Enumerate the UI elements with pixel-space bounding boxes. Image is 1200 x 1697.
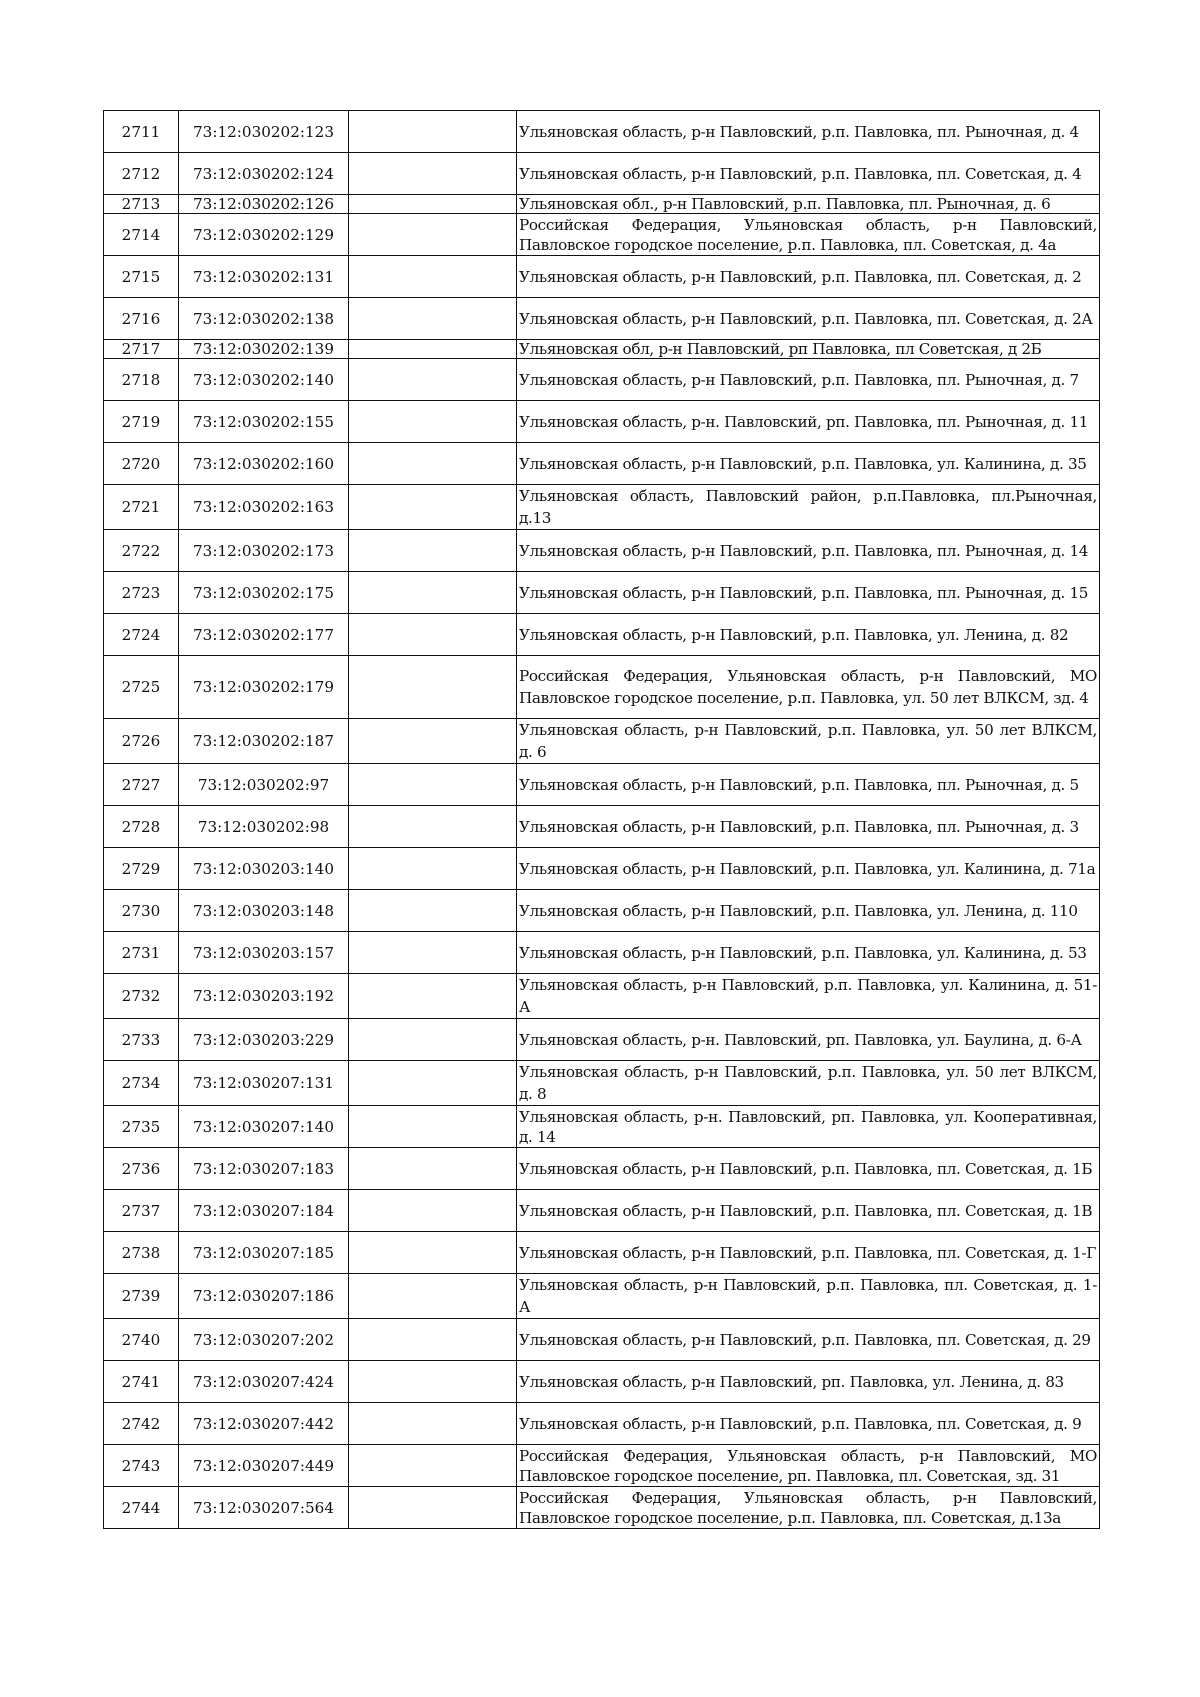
- empty-cell: [349, 1319, 517, 1361]
- table-row: [104, 974, 1100, 1019]
- address: Ульяновская область, р-н Павловский, р.п. Павловка, пл. Рыночная, д. 5: [517, 764, 1100, 806]
- address: Ульяновская область, р-н Павловский, р.п. Павловка, пл. Советская, д. 1-Г: [517, 1232, 1100, 1274]
- row-number: 2742: [104, 1403, 179, 1445]
- cadastral-number: 73:12:030207:424: [179, 1361, 349, 1403]
- address: Ульяновская область, р-н Павловский, р.п. Павловка, пл. Рыночная, д. 4: [517, 111, 1100, 153]
- table-row: [104, 111, 1100, 153]
- empty-cell: [349, 443, 517, 485]
- row-number: 2729: [104, 848, 179, 890]
- empty-cell: [349, 719, 517, 764]
- empty-cell: [349, 974, 517, 1019]
- cadastral-number: 73:12:030207:186: [179, 1274, 349, 1319]
- cadastral-number: 73:12:030203:157: [179, 932, 349, 974]
- row-number: 2740: [104, 1319, 179, 1361]
- cadastral-number: 73:12:030202:97: [179, 764, 349, 806]
- empty-cell: [349, 572, 517, 614]
- address: Российская Федерация, Ульяновская область, р-н Павловский, МО Павловское городское поселение, рп. Павловка, пл. Советская, зд. 31: [517, 1445, 1100, 1487]
- empty-cell: [349, 1019, 517, 1061]
- table-row: [104, 1019, 1100, 1061]
- empty-cell: [349, 401, 517, 443]
- row-number: 2743: [104, 1445, 179, 1487]
- table-row: [104, 614, 1100, 656]
- table-row: [104, 1232, 1100, 1274]
- row-number: 2726: [104, 719, 179, 764]
- address: Ульяновская область, р-н Павловский, р.п. Павловка, пл. Рыночная, д. 3: [517, 806, 1100, 848]
- cadastral-number: 73:12:030202:160: [179, 443, 349, 485]
- table-row: [104, 1487, 1100, 1529]
- row-number: 2721: [104, 485, 179, 530]
- row-number: 2717: [104, 340, 179, 359]
- address: Ульяновская область, р-н Павловский, р.п. Павловка, ул. 50 лет ВЛКСМ, д. 6: [517, 719, 1100, 764]
- empty-cell: [349, 214, 517, 256]
- row-number: 2738: [104, 1232, 179, 1274]
- table-row: [104, 485, 1100, 530]
- address: Ульяновская область, р-н Павловский, р.п. Павловка, пл. Советская, д. 29: [517, 1319, 1100, 1361]
- table-row: [104, 443, 1100, 485]
- table-row: [104, 214, 1100, 256]
- cadastral-number: 73:12:030202:140: [179, 359, 349, 401]
- address: Ульяновская обл, р-н Павловский, рп Павловка, пл Советская, д 2Б: [517, 340, 1100, 359]
- cadastral-number: 73:12:030203:192: [179, 974, 349, 1019]
- address: Ульяновская область, р-н Павловский, р.п. Павловка, пл. Рыночная, д. 14: [517, 530, 1100, 572]
- table-row: [104, 195, 1100, 214]
- address: Ульяновская область, р-н Павловский, р.п. Павловка, ул. Ленина, д. 82: [517, 614, 1100, 656]
- cadastral-number: 73:12:030202:177: [179, 614, 349, 656]
- address: Ульяновская область, р-н Павловский, р.п. Павловка, ул. Калинина, д. 53: [517, 932, 1100, 974]
- row-number: 2732: [104, 974, 179, 1019]
- empty-cell: [349, 111, 517, 153]
- row-number: 2744: [104, 1487, 179, 1529]
- cadastral-number: 73:12:030202:98: [179, 806, 349, 848]
- row-number: 2737: [104, 1190, 179, 1232]
- address: Ульяновская область, р-н Павловский, рп. Павловка, ул. Ленина, д. 83: [517, 1361, 1100, 1403]
- cadastral-number: 73:12:030207:449: [179, 1445, 349, 1487]
- row-number: 2736: [104, 1148, 179, 1190]
- table-row: [104, 764, 1100, 806]
- empty-cell: [349, 1487, 517, 1529]
- row-number: 2722: [104, 530, 179, 572]
- empty-cell: [349, 806, 517, 848]
- row-number: 2713: [104, 195, 179, 214]
- cadastral-number: 73:12:030207:564: [179, 1487, 349, 1529]
- empty-cell: [349, 1061, 517, 1106]
- table-row: [104, 719, 1100, 764]
- address: Ульяновская область, р-н Павловский, р.п. Павловка, ул. Калинина, д. 35: [517, 443, 1100, 485]
- table-row: [104, 1106, 1100, 1148]
- row-number: 2711: [104, 111, 179, 153]
- cadastral-number: 73:12:030202:123: [179, 111, 349, 153]
- address: Ульяновская область, р-н Павловский, р.п. Павловка, пл. Советская, д. 1-А: [517, 1274, 1100, 1319]
- table-row: [104, 340, 1100, 359]
- empty-cell: [349, 298, 517, 340]
- empty-cell: [349, 1274, 517, 1319]
- table-row: [104, 848, 1100, 890]
- address: Ульяновская область, р-н Павловский, р.п. Павловка, ул. Ленина, д. 110: [517, 890, 1100, 932]
- address: Ульяновская область, р-н Павловский, р.п. Павловка, ул. Калинина, д. 71а: [517, 848, 1100, 890]
- empty-cell: [349, 530, 517, 572]
- address: Ульяновская область, р-н Павловский, р.п. Павловка, пл. Советская, д. 1Б: [517, 1148, 1100, 1190]
- empty-cell: [349, 1232, 517, 1274]
- address: Ульяновская область, р-н Павловский, р.п. Павловка, пл. Советская, д. 4: [517, 153, 1100, 195]
- address: Ульяновская область, р-н. Павловский, рп. Павловка, ул. Кооперативная, д. 14: [517, 1106, 1100, 1148]
- row-number: 2719: [104, 401, 179, 443]
- empty-cell: [349, 614, 517, 656]
- empty-cell: [349, 256, 517, 298]
- address: Ульяновская область, р-н Павловский, р.п. Павловка, пл. Рыночная, д. 7: [517, 359, 1100, 401]
- row-number: 2716: [104, 298, 179, 340]
- empty-cell: [349, 1445, 517, 1487]
- row-number: 2724: [104, 614, 179, 656]
- cadastral-number: 73:12:030202:155: [179, 401, 349, 443]
- table-row: [104, 298, 1100, 340]
- row-number: 2730: [104, 890, 179, 932]
- cadastral-number: 73:12:030202:139: [179, 340, 349, 359]
- empty-cell: [349, 656, 517, 719]
- cadastral-number: 73:12:030202:124: [179, 153, 349, 195]
- row-number: 2718: [104, 359, 179, 401]
- empty-cell: [349, 1190, 517, 1232]
- cadastral-number: 73:12:030207:140: [179, 1106, 349, 1148]
- row-number: 2725: [104, 656, 179, 719]
- empty-cell: [349, 153, 517, 195]
- address: Ульяновская область, р-н. Павловский, рп. Павловка, ул. Баулина, д. 6-А: [517, 1019, 1100, 1061]
- row-number: 2741: [104, 1361, 179, 1403]
- cadastral-number: 73:12:030202:131: [179, 256, 349, 298]
- address: Российская Федерация, Ульяновская область, р-н Павловский, МО Павловское городское поселение, р.п. Павловка, ул. 50 лет ВЛКСМ, зд. 4: [517, 656, 1100, 719]
- table-row: [104, 153, 1100, 195]
- row-number: 2720: [104, 443, 179, 485]
- empty-cell: [349, 1361, 517, 1403]
- cadastral-number: 73:12:030203:148: [179, 890, 349, 932]
- table-row: [104, 401, 1100, 443]
- table-row: [104, 359, 1100, 401]
- cadastral-number: 73:12:030207:442: [179, 1403, 349, 1445]
- address: Российская Федерация, Ульяновская область, р-н Павловский, Павловское городское поселение, р.п. Павловка, пл. Советская, д.13а: [517, 1487, 1100, 1529]
- row-number: 2727: [104, 764, 179, 806]
- row-number: 2739: [104, 1274, 179, 1319]
- row-number: 2712: [104, 153, 179, 195]
- row-number: 2728: [104, 806, 179, 848]
- row-number: 2735: [104, 1106, 179, 1148]
- empty-cell: [349, 890, 517, 932]
- property-registry-table: [103, 110, 1100, 1529]
- table-row: [104, 1061, 1100, 1106]
- empty-cell: [349, 764, 517, 806]
- cadastral-number: 73:12:030202:175: [179, 572, 349, 614]
- row-number: 2734: [104, 1061, 179, 1106]
- cadastral-number: 73:12:030207:184: [179, 1190, 349, 1232]
- cadastral-number: 73:12:030207:183: [179, 1148, 349, 1190]
- cadastral-number: 73:12:030203:140: [179, 848, 349, 890]
- address: Ульяновская область, р-н Павловский, р.п. Павловка, ул. Калинина, д. 51-А: [517, 974, 1100, 1019]
- cadastral-number: 73:12:030202:187: [179, 719, 349, 764]
- cadastral-number: 73:12:030202:138: [179, 298, 349, 340]
- table-row: [104, 1403, 1100, 1445]
- table-row: [104, 530, 1100, 572]
- row-number: 2714: [104, 214, 179, 256]
- cadastral-number: 73:12:030202:173: [179, 530, 349, 572]
- row-number: 2723: [104, 572, 179, 614]
- cadastral-number: 73:12:030207:131: [179, 1061, 349, 1106]
- table-row: [104, 1274, 1100, 1319]
- table-row: [104, 1361, 1100, 1403]
- cadastral-number: 73:12:030202:129: [179, 214, 349, 256]
- empty-cell: [349, 932, 517, 974]
- empty-cell: [349, 485, 517, 530]
- cadastral-number: 73:12:030207:202: [179, 1319, 349, 1361]
- empty-cell: [349, 195, 517, 214]
- empty-cell: [349, 1106, 517, 1148]
- address: Ульяновская область, р-н Павловский, р.п. Павловка, пл. Рыночная, д. 15: [517, 572, 1100, 614]
- address: Российская Федерация, Ульяновская область, р-н Павловский, Павловское городское поселение, р.п. Павловка, пл. Советская, д. 4а: [517, 214, 1100, 256]
- table-row: [104, 1445, 1100, 1487]
- table-row: [104, 1190, 1100, 1232]
- empty-cell: [349, 359, 517, 401]
- cadastral-number: 73:12:030202:163: [179, 485, 349, 530]
- address: Ульяновская область, р-н Павловский, р.п. Павловка, пл. Советская, д. 2А: [517, 298, 1100, 340]
- table-row: [104, 932, 1100, 974]
- cadastral-number: 73:12:030202:179: [179, 656, 349, 719]
- address: Ульяновская область, р-н Павловский, р.п. Павловка, пл. Советская, д. 2: [517, 256, 1100, 298]
- address: Ульяновская область, р-н Павловский, р.п. Павловка, пл. Советская, д. 1В: [517, 1190, 1100, 1232]
- address: Ульяновская область, р-н. Павловский, рп. Павловка, пл. Рыночная, д. 11: [517, 401, 1100, 443]
- table-row: [104, 890, 1100, 932]
- empty-cell: [349, 340, 517, 359]
- cadastral-number: 73:12:030207:185: [179, 1232, 349, 1274]
- address: Ульяновская обл., р-н Павловский, р.п. Павловка, пл. Рыночная, д. 6: [517, 195, 1100, 214]
- table-row: [104, 256, 1100, 298]
- table-row: [104, 572, 1100, 614]
- cadastral-number: 73:12:030203:229: [179, 1019, 349, 1061]
- table-row: [104, 1319, 1100, 1361]
- empty-cell: [349, 1403, 517, 1445]
- address: Ульяновская область, р-н Павловский, р.п. Павловка, ул. 50 лет ВЛКСМ, д. 8: [517, 1061, 1100, 1106]
- row-number: 2715: [104, 256, 179, 298]
- row-number: 2731: [104, 932, 179, 974]
- address: Ульяновская область, р-н Павловский, р.п. Павловка, пл. Советская, д. 9: [517, 1403, 1100, 1445]
- table-row: [104, 806, 1100, 848]
- table-row: [104, 656, 1100, 719]
- empty-cell: [349, 848, 517, 890]
- row-number: 2733: [104, 1019, 179, 1061]
- document-page: [103, 110, 1099, 1529]
- table-row: [104, 1148, 1100, 1190]
- address: Ульяновская область, Павловский район, р.п.Павловка, пл.Рыночная, д.13: [517, 485, 1100, 530]
- cadastral-number: 73:12:030202:126: [179, 195, 349, 214]
- empty-cell: [349, 1148, 517, 1190]
